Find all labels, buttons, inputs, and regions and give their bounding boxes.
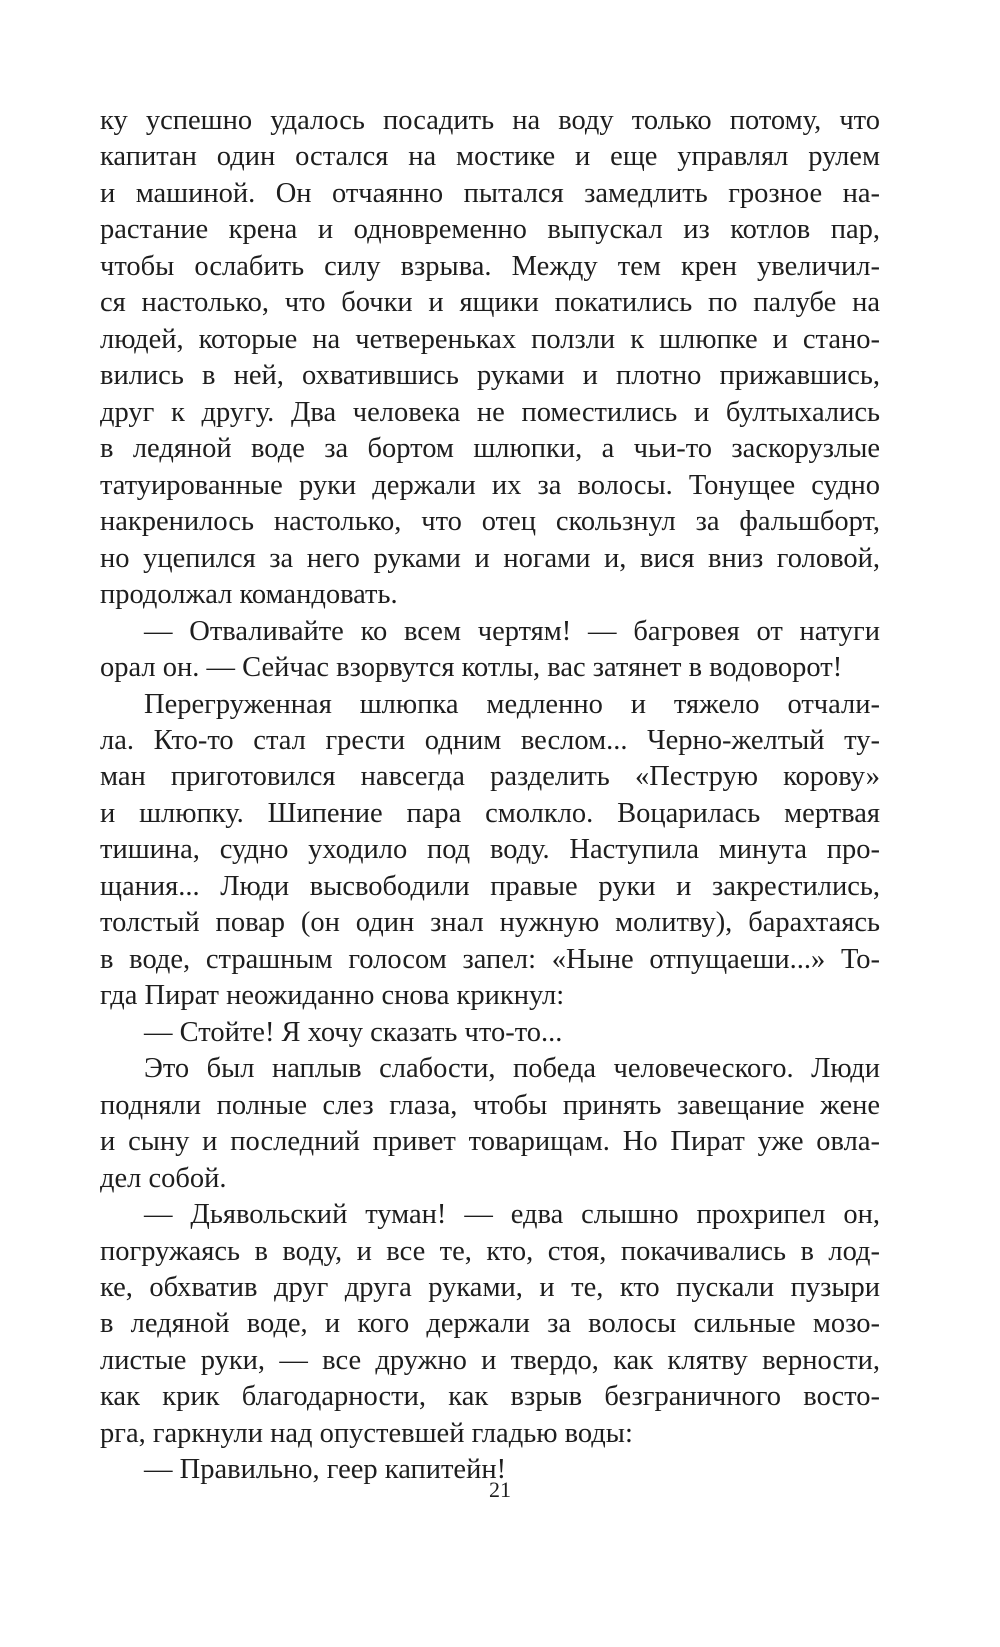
- text-line: в ледяной воде, и кого держали за волосы сильные мозо-: [100, 1308, 880, 1340]
- text-line: рга, гаркнули над опустевшей гладью воды:: [100, 1417, 633, 1449]
- text-line: — Дьявольский туман! — едва слышно прохрипел он,: [144, 1199, 880, 1231]
- text-line: толстый повар (он один знал нужную молитву), барахтаясь: [100, 907, 880, 939]
- text-line: тишина, судно уходило под воду. Наступила минута про-: [100, 834, 880, 866]
- text-line: капитан один остался на мостике и еще управлял рулем: [100, 141, 880, 173]
- text-line: гда Пират неожиданно снова крикнул:: [100, 980, 565, 1012]
- text-line: дел собой.: [100, 1162, 227, 1194]
- text-line: листые руки, — все дружно и твердо, как клятву верности,: [100, 1344, 880, 1376]
- text-line: — Отваливайте ко всем чертям! — багровея от натуги: [144, 615, 880, 647]
- text-line: людей, которые на четвереньках ползли к шлюпке и стано-: [100, 323, 880, 355]
- text-line: — Правильно, геер капитейн!: [144, 1454, 507, 1486]
- text-line: в ледяной воде за бортом шлюпки, а чьи-то заскорузлые: [100, 433, 880, 465]
- text-line: как крик благодарности, как взрыв безграничного восто-: [100, 1381, 880, 1413]
- text-line: в воде, страшным голосом запел: «Ныне отпущаеши...» То-: [100, 943, 880, 975]
- text-line: щания... Люди высвободили правые руки и закрестились,: [100, 870, 880, 902]
- text-line: друг к другу. Два человека не поместились и бултыхались: [100, 396, 880, 428]
- text-line: ман приготовился навсегда разделить «Пеструю корову»: [100, 761, 880, 793]
- body-text: [100, 103, 880, 1489]
- text-line: подняли полные слез глаза, чтобы принять завещание жене: [100, 1089, 880, 1121]
- text-line: ся настолько, что бочки и ящики покатились по палубе на: [100, 287, 880, 319]
- text-line: ке, обхватив друг друга руками, и те, кто пускали пузыри: [100, 1272, 880, 1303]
- text-line: погружаясь в воду, и все те, кто, стоя, покачивались в лод-: [100, 1235, 880, 1267]
- text-line: вились в ней, охватившись руками и плотно прижавшись,: [100, 360, 880, 392]
- text-line: накренилось настолько, что отец скользнул за фальшборт,: [100, 506, 880, 538]
- page-number: 21: [489, 1477, 511, 1502]
- text-line: Это был наплыв слабости, победа человеческого. Люди: [144, 1053, 880, 1085]
- text-line: ла. Кто-то стал грести одним веслом... Черно-желтый ту-: [100, 724, 880, 756]
- text-line: Перегруженная шлюпка медленно и тяжело отчали-: [144, 688, 880, 720]
- text-line: чтобы ослабить силу взрыва. Между тем крен увеличил-: [100, 250, 880, 282]
- text-line: продолжал командовать.: [100, 579, 398, 611]
- text-line: но уцепился за него руками и ногами и, вися вниз головой,: [100, 542, 880, 574]
- text-line: и шлюпку. Шипение пара смолкло. Воцарилась мертвая: [100, 797, 880, 829]
- text-line: татуированные руки держали их за волосы. Тонущее судно: [100, 469, 880, 501]
- text-line: и машиной. Он отчаянно пытался замедлить грозное на-: [100, 177, 880, 209]
- text-line: ку успешно удалось посадить на воду только потому, что: [100, 105, 880, 136]
- text-line: орал он. — Сейчас взорвутся котлы, вас затянет в водоворот!: [100, 652, 843, 684]
- text-line: растание крена и одновременно выпускал из котлов пар,: [100, 214, 880, 246]
- text-line: — Стойте! Я хочу сказать что-то...: [144, 1016, 563, 1048]
- text-line: и сыну и последний привет товарищам. Но Пират уже овла-: [100, 1126, 880, 1158]
